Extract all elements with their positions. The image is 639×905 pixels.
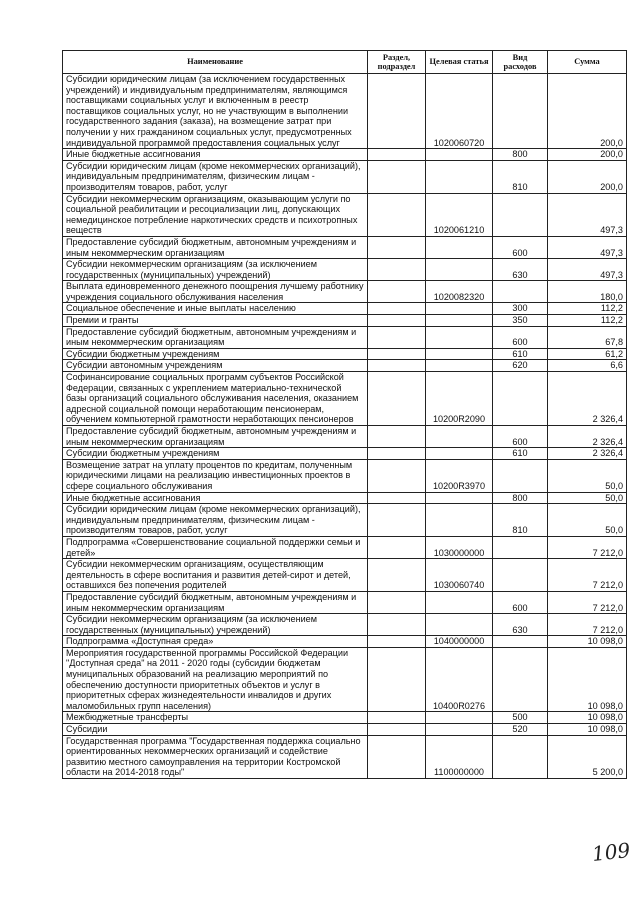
cell-name: Иные бюджетные ассигнования — [63, 149, 368, 161]
cell-name: Субсидии — [63, 724, 368, 736]
table-row — [63, 160, 627, 193]
cell-target — [426, 712, 493, 724]
cell-sum: 7 212,0 — [548, 536, 627, 558]
table-row — [63, 348, 627, 360]
cell-name: Субсидии бюджетным учреждениям — [63, 448, 368, 460]
cell-section — [368, 647, 426, 712]
page-number: 109 — [590, 838, 632, 866]
cell-kind: 520 — [493, 724, 548, 736]
cell-kind: 810 — [493, 160, 548, 193]
cell-kind: 610 — [493, 448, 548, 460]
cell-sum: 10 098,0 — [548, 712, 627, 724]
header-target: Целевая статья — [426, 51, 493, 74]
cell-kind: 630 — [493, 259, 548, 281]
cell-target — [426, 303, 493, 315]
table-row — [63, 315, 627, 327]
cell-sum: 7 212,0 — [548, 591, 627, 613]
cell-kind: 630 — [493, 614, 548, 636]
cell-sum: 497,3 — [548, 259, 627, 281]
cell-section — [368, 360, 426, 372]
table-row — [63, 259, 627, 281]
cell-section — [368, 459, 426, 492]
cell-target — [426, 236, 493, 258]
table-row — [63, 647, 627, 712]
cell-name: Предоставление субсидий бюджетным, автономным учреждениям и иным некоммерческим организациям — [63, 236, 368, 258]
cell-kind — [493, 636, 548, 648]
cell-kind — [493, 559, 548, 592]
cell-kind: 800 — [493, 492, 548, 504]
cell-sum: 10 098,0 — [548, 724, 627, 736]
cell-target: 1020061210 — [426, 193, 493, 236]
cell-target: 1020082320 — [426, 281, 493, 303]
table-row — [63, 193, 627, 236]
cell-name: Субсидии юридическим лицам (за исключением государственных учреждений) и индивидуальным предпринимателям, являющимся поставщиками социальных услуг и включенным в реестр поставщиков социальных услуг, но не участвующим в выполнении государственного задания (заказа), на возмещение затрат при получении у них гражданином социальных услуг, предусмотренных индивидуальной программой предоставления социальных услуг — [63, 74, 368, 149]
cell-target: 10200R2090 — [426, 372, 493, 426]
cell-name: Софинансирование социальных программ субъектов Российской Федерации, связанных с укреплением материально-технической базы организаций социального обслуживания населения, оказанием адресной социальной помощи неработающим пенсионерам, обучением компьютерной грамотности неработающих пенсионеров — [63, 372, 368, 426]
cell-kind — [493, 647, 548, 712]
cell-name: Иные бюджетные ассигнования — [63, 492, 368, 504]
cell-section — [368, 591, 426, 613]
cell-target — [426, 492, 493, 504]
cell-name: Предоставление субсидий бюджетным, автономным учреждениям и иным некоммерческим организациям — [63, 591, 368, 613]
cell-sum: 2 326,4 — [548, 372, 627, 426]
cell-kind — [493, 735, 548, 778]
table-row — [63, 559, 627, 592]
cell-target — [426, 326, 493, 348]
cell-target: 1030060740 — [426, 559, 493, 592]
budget-table-sheet — [62, 50, 626, 779]
cell-section — [368, 348, 426, 360]
cell-section — [368, 492, 426, 504]
cell-kind — [493, 193, 548, 236]
cell-name: Субсидии автономным учреждениям — [63, 360, 368, 372]
cell-kind: 600 — [493, 236, 548, 258]
table-row — [63, 448, 627, 460]
cell-name: Мероприятия государственной программы Российской Федерации "Доступная среда" на 2011 - 2020 годы (субсидии бюджетам муниципальных образований на реализацию мероприятий по обеспечению доступности приоритетных объектов и услуг в приоритетных сферах жизнедеятельности инвалидов и других маломобильных групп населения) — [63, 647, 368, 712]
cell-name: Субсидии юридическим лицам (кроме некоммерческих организаций), индивидуальным предпринимателям, физическим лицам - производителям товаров, работ, услуг — [63, 504, 368, 537]
table-row — [63, 636, 627, 648]
table-header-row — [63, 51, 627, 74]
cell-target: 1040000000 — [426, 636, 493, 648]
cell-target: 1030000000 — [426, 536, 493, 558]
table-row — [63, 149, 627, 161]
cell-target — [426, 149, 493, 161]
table-row — [63, 591, 627, 613]
cell-kind: 620 — [493, 360, 548, 372]
cell-name: Социальное обеспечение и иные выплаты населению — [63, 303, 368, 315]
cell-section — [368, 149, 426, 161]
cell-target — [426, 614, 493, 636]
cell-name: Премии и гранты — [63, 315, 368, 327]
cell-section — [368, 193, 426, 236]
table-row — [63, 536, 627, 558]
table-row — [63, 360, 627, 372]
cell-name: Возмещение затрат на уплату процентов по кредитам, полученным юридическими лицами на реализацию инвестиционных проектов в сфере социального обслуживания — [63, 459, 368, 492]
cell-kind — [493, 281, 548, 303]
cell-kind: 350 — [493, 315, 548, 327]
cell-name: Межбюджетные трансферты — [63, 712, 368, 724]
cell-target: 10200R3970 — [426, 459, 493, 492]
cell-target: 1100000000 — [426, 735, 493, 778]
cell-target: 10400R0276 — [426, 647, 493, 712]
table-row — [63, 236, 627, 258]
cell-name: Государственная программа "Государственная поддержка социально ориентированных некоммерческих организаций и содействие развитию местного самоуправления на территории Костромской области на 2014-2018 годы" — [63, 735, 368, 778]
cell-sum: 50,0 — [548, 492, 627, 504]
cell-sum: 61,2 — [548, 348, 627, 360]
cell-section — [368, 636, 426, 648]
cell-target — [426, 426, 493, 448]
cell-section — [368, 448, 426, 460]
cell-section — [368, 74, 426, 149]
header-sum: Сумма — [548, 51, 627, 74]
cell-target — [426, 315, 493, 327]
cell-section — [368, 259, 426, 281]
cell-target — [426, 591, 493, 613]
cell-kind: 600 — [493, 326, 548, 348]
cell-target — [426, 724, 493, 736]
table-body — [63, 74, 627, 779]
cell-section — [368, 559, 426, 592]
cell-section — [368, 160, 426, 193]
cell-section — [368, 536, 426, 558]
cell-kind — [493, 372, 548, 426]
table-row — [63, 492, 627, 504]
cell-kind — [493, 536, 548, 558]
cell-section — [368, 281, 426, 303]
cell-sum: 50,0 — [548, 459, 627, 492]
cell-name: Выплата единовременного денежного поощрения лучшему работнику учреждения социального обслуживания населения — [63, 281, 368, 303]
table-row — [63, 326, 627, 348]
header-name: Наименование — [63, 51, 368, 74]
table-row — [63, 372, 627, 426]
cell-sum: 6,6 — [548, 360, 627, 372]
cell-name: Предоставление субсидий бюджетным, автономным учреждениям и иным некоммерческим организациям — [63, 426, 368, 448]
cell-kind: 610 — [493, 348, 548, 360]
cell-sum: 180,0 — [548, 281, 627, 303]
cell-target — [426, 160, 493, 193]
cell-sum: 7 212,0 — [548, 614, 627, 636]
table-row — [63, 724, 627, 736]
cell-section — [368, 315, 426, 327]
cell-section — [368, 326, 426, 348]
budget-table — [62, 50, 627, 779]
cell-name: Предоставление субсидий бюджетным, автономным учреждениям и иным некоммерческим организациям — [63, 326, 368, 348]
header-kind: Вид расходов — [493, 51, 548, 74]
cell-sum: 10 098,0 — [548, 647, 627, 712]
cell-kind: 600 — [493, 591, 548, 613]
cell-sum: 67,8 — [548, 326, 627, 348]
cell-name: Субсидии юридическим лицам (кроме некоммерческих организаций), индивидуальным предпринимателям, физическим лицам - производителям товаров, работ, услуг — [63, 160, 368, 193]
cell-name: Субсидии некоммерческим организациям, осуществляющим деятельность в сфере воспитания и развития детей-сирот и детей, оставшихся без попечения родителей — [63, 559, 368, 592]
cell-sum: 50,0 — [548, 504, 627, 537]
cell-section — [368, 303, 426, 315]
cell-sum: 497,3 — [548, 193, 627, 236]
cell-section — [368, 504, 426, 537]
cell-name: Подпрограмма «Совершенствование социальной поддержки семьи и детей» — [63, 536, 368, 558]
cell-sum: 5 200,0 — [548, 735, 627, 778]
cell-name: Субсидии некоммерческим организациям, оказывающим услуги по социальной реабилитации и ресоциализации лиц, допускающих немедицинское потребление наркотических средств и психотропных веществ — [63, 193, 368, 236]
cell-sum: 200,0 — [548, 149, 627, 161]
cell-target — [426, 504, 493, 537]
cell-kind: 300 — [493, 303, 548, 315]
cell-section — [368, 724, 426, 736]
table-row — [63, 303, 627, 315]
header-section: Раздел, подраздел — [368, 51, 426, 74]
cell-sum: 112,2 — [548, 315, 627, 327]
cell-sum: 10 098,0 — [548, 636, 627, 648]
cell-kind — [493, 74, 548, 149]
table-row — [63, 74, 627, 149]
cell-target — [426, 259, 493, 281]
cell-kind: 500 — [493, 712, 548, 724]
cell-kind — [493, 459, 548, 492]
cell-sum: 2 326,4 — [548, 426, 627, 448]
cell-target: 1020060720 — [426, 74, 493, 149]
table-row — [63, 712, 627, 724]
cell-section — [368, 372, 426, 426]
cell-sum: 2 326,4 — [548, 448, 627, 460]
cell-section — [368, 236, 426, 258]
table-row — [63, 281, 627, 303]
table-row — [63, 459, 627, 492]
cell-sum: 200,0 — [548, 74, 627, 149]
cell-kind: 800 — [493, 149, 548, 161]
table-row — [63, 504, 627, 537]
cell-name: Подпрограмма «Доступная среда» — [63, 636, 368, 648]
cell-target — [426, 448, 493, 460]
table-row — [63, 426, 627, 448]
cell-section — [368, 712, 426, 724]
cell-target — [426, 348, 493, 360]
cell-section — [368, 614, 426, 636]
table-row — [63, 614, 627, 636]
cell-sum: 497,3 — [548, 236, 627, 258]
cell-section — [368, 426, 426, 448]
cell-sum: 7 212,0 — [548, 559, 627, 592]
cell-kind: 810 — [493, 504, 548, 537]
cell-sum: 112,2 — [548, 303, 627, 315]
table-row — [63, 735, 627, 778]
cell-name: Субсидии бюджетным учреждениям — [63, 348, 368, 360]
cell-target — [426, 360, 493, 372]
cell-section — [368, 735, 426, 778]
cell-name: Субсидии некоммерческим организациям (за исключением государственных (муниципальных) учреждений) — [63, 259, 368, 281]
cell-sum: 200,0 — [548, 160, 627, 193]
cell-kind: 600 — [493, 426, 548, 448]
cell-name: Субсидии некоммерческим организациям (за исключением государственных (муниципальных) учреждений) — [63, 614, 368, 636]
